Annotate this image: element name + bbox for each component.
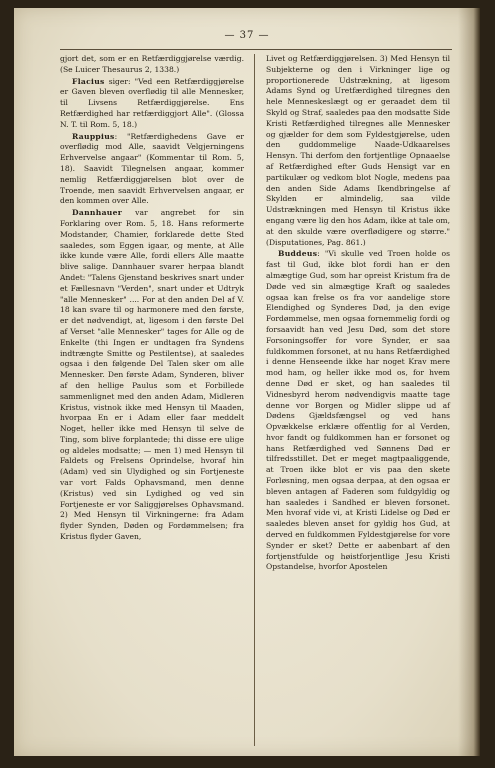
paragraph	[60, 77, 244, 131]
page-gutter-shadow	[458, 8, 480, 756]
paragraph-text: : "Vi skulle ved Troen holde os fast til Gud, ikke blot fordi han er den almægtige Gud, som har opreist Kristum fra de Døde ved sin almægtige Kraft og saaledes ogsaa kan frelse os fra vor aandelige store Elendighed og Synderes Død, ja den evige Fordømmelse, men ogsaa fornemmelig fordi og forsaavidt han ved Jesu Død, som det store Forsoningsoffer for vore Synder, er saa fuldkommen forsonet, at nu hans Retfærdighed i denne Henseende ikke har noget Krav mere mod ham, og heller ikke mod os, for hvem denne Død er sket, og han saaledes til Vidnesbyrd herom nødvendigvis maatte tage denne vor Borgen og Midler slippe ud af Dødens Gjældsfængsel og ved hans Opvækkelse erklære offentlig for al Verden, hvor fandt og fuldkommen han er forsonet og hans Retfærdighed ved Sønnens Død er tilfredsstillet. Det er meget magtpaaliggende, at Troen ikke blot er vis paa den skete Forløsning, men ogsaa derpaa, at den ogsaa er bleven antagen af Faderen som fuldgyldig og han saaledes i Sandhed er bleven forsonet. Men hvoraf vide vi, at Kristi Lidelse og Død er saaledes bleven anset for gyldig hos Gud, at derved en fuldkommen Fyldestgjørelse for vore Synder er sket? Dette er aabenbart af den fortjenstfulde og høistforjentlige Jesu Kristi Opstandelse, hvorfor Apostelen	[266, 249, 450, 572]
author-name: Flacius	[72, 76, 105, 86]
right-column	[266, 54, 450, 574]
paragraph	[60, 208, 244, 543]
author-name: Rauppius	[72, 131, 115, 141]
paragraph-text: Livet og Retfærdiggjørelsen. 3) Med Hensyn til Subjekterne og den i Virkninger lige og proportionerede Udstrækning, at ligesom Adams Synd og Uretfærdighed tilregnes den hele Menneskeslægt og er geraadet dem til Skyld og Straf, saaledes paa den modsatte Side Kristi Retfærdighed tilregnes alle Mennesker og gjælder for dem som Fyldestgjørelse, uden den guddommelige Naade-Udkaarelses Hensyn. Thi derfom den fortjentlige Opnaaelse af Retfærdighed efter Guds Hensigt var en partikulær og vedkom blot Nogle, medens paa den anden Side Adams Ikendbringelse af Skylden er almindelig, saa vilde Udstrækningen med Hensyn til Kristus ikke engang være lig den hos Adam, ikke at tale om, at den skulde være overflødigere og større." (Disputationes, Pag. 861.)	[266, 54, 451, 247]
book-page	[14, 8, 480, 756]
paragraph-text: : "Retfærdighedens Gave er overflødig mod Alle, saavidt Velgjerningens Erhvervelse angaar" (Kommentar til Rom. 5, 18). Saavidt Tilegnelsen angaar, kommer nemlig Retfærdiggjørelsen blot over de Troende, men saavidt Erhvervelsen angaar, er den kommen over Alle.	[60, 131, 244, 206]
header-rule	[60, 49, 452, 50]
author-name: Dannhauer	[72, 208, 123, 218]
column-divider	[254, 54, 255, 746]
paragraph	[266, 249, 450, 573]
paragraph-text: gjort det, som er en Retfærdiggjørelse værdig. (Se Luicer Thesaurus 2, 1338.)	[60, 54, 244, 74]
paragraph-text: var angrebet for sin Forklaring over Rom. 5, 18. Hans reformerte Modstander, Chamier, forklarede dette Sted saaledes, som Eggen igaar, og mente, at Alle ikke kunde være Alle, fordi ellers Alle maatte blive salige. Dannhauer svarer herpaa blandt Andet: "Talens Gjenstand beskrives snart under et Fællesnavn "Verden", snart under et Udtryk "alle Mennesker" .... For at den anden Del af V. 18 kan svare til og harmonere med den første, er det nødvendigt, at, ligesom i den første Del af Verset "alle Mennesker" tages for Alle og de Enkelte (thi Ingen er undtagen fra Syndens indtrængte Smitte og Pestilentse), at saaledes ogsaa i den følgende Del Talen sker om alle Mennesker. Den første Adam, Synderen, bliver af den hellige Paulus som et Forbillede sammenlignet med den anden Adam, Midleren Kristus, vistnok ikke med Hensyn til Maaden, hvorpaa En er i Adam eller faar meddelt Noget, heller ikke med Hensyn til selve de Ting, som blive forplantede; thi disse ere ulige og aldeles modsatte; — men 1) med Hensyn til Faldets og Frelsens Oprindelse, hvoraf hin (Adam) ved sin Ulydighed og sin Fortjeneste var vort Falds Ophavsmand, men denne (Kristus) ved sin Lydighed og ved sin Fortjeneste er vor Saliggjørelses Ophavsmand. 2) Med Hensyn til Virkningerne: fra Adam flyder Synden, Døden og Fordømmelsen; fra Kristus flyder Gaven,	[60, 208, 245, 542]
page-number: — 37 —	[224, 30, 270, 41]
left-column	[60, 54, 244, 544]
paragraph-text: siger: "Ved een Retfærdiggjørelse er Gaven bleven overflødig til alle Mennesker, til Livsens Retfærdiggjørelse. Ens Retfærdighed har retfærdiggjort Alle". (Glossa N. T. til Rom. 5, 18.)	[60, 76, 244, 129]
paragraph	[266, 54, 450, 248]
paragraph	[60, 54, 244, 76]
author-name: Buddeus	[278, 249, 318, 259]
paragraph	[60, 132, 244, 208]
